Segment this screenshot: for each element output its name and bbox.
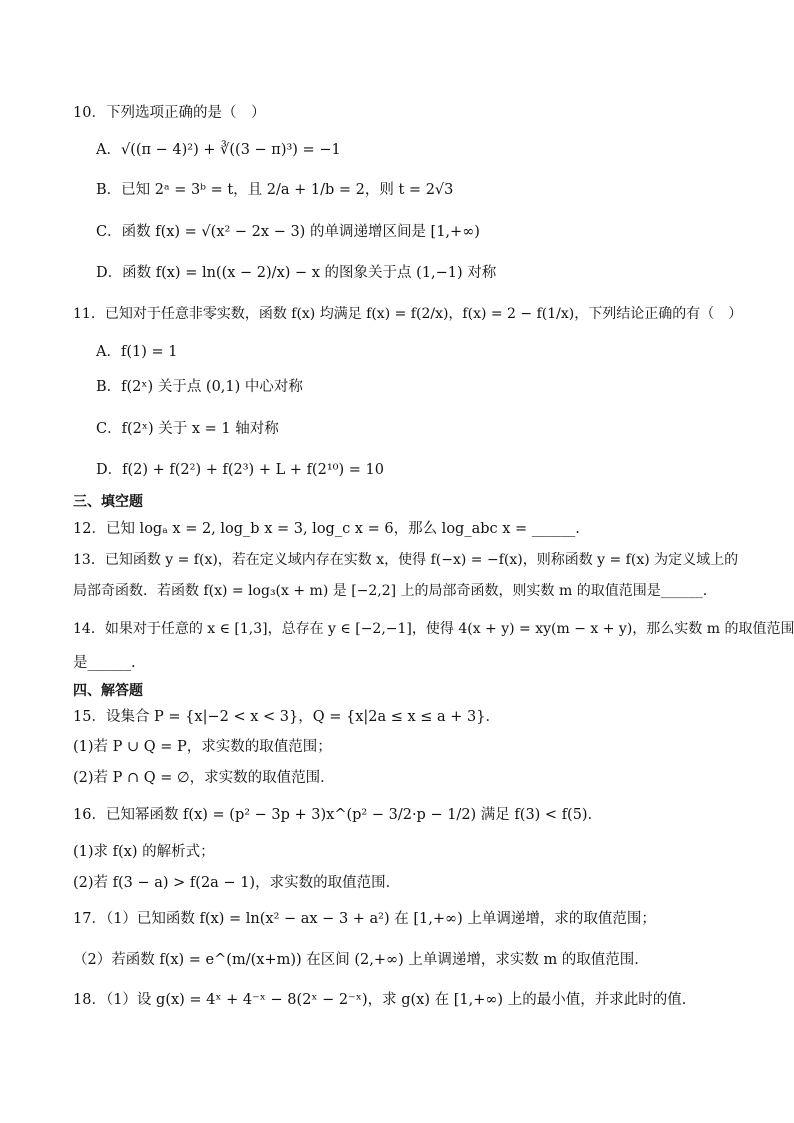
q10-option-a: A．√((π − 4)²) + ∛((3 − π)³) = −1	[96, 142, 341, 158]
q12-text: 12．已知 logₐ x = 2, log_b x = 3, log_c x = 6，那么 log_abc x = ______.	[73, 521, 580, 537]
q16-part1: (1)求 f(x) 的解析式；	[73, 844, 215, 860]
q11-option-b: B．f(2ˣ) 关于点 (0,1) 中心对称	[96, 379, 303, 395]
q16-part2: (2)若 f(3 − a) > f(2a − 1)，求实数的取值范围．	[73, 875, 401, 891]
q16-stem: 16．已知幂函数 f(x) = (p² − 3p + 3)x^(p² − 3/2·p − 1/2) 满足 f(3) < f(5)．	[73, 807, 603, 823]
q11-stem: 11．已知对于任意非零实数，函数 f(x) 均满足 f(x) = f(2/x)，f(x) = 2 − f(1/x)，下列结论正确的有（ ）	[73, 306, 743, 322]
q15-stem: 15．设集合 P = {x|−2 < x < 3}，Q = {x|2a ≤ x ≤ a + 3}．	[73, 709, 500, 725]
q18-part1: 18．（1）设 g(x) = 4ˣ + 4⁻ˣ − 8(2ˣ − 2⁻ˣ)，求 g(x) 在 [1,+∞) 上的最小值，并求此时的值.	[73, 992, 687, 1008]
q10-stem: 10．下列选项正确的是（ ）	[73, 105, 266, 121]
q15-part2: (2)若 P ∩ Q = ∅，求实数的取值范围．	[73, 770, 335, 786]
section-fill-in-heading: 三、填空题	[73, 494, 143, 510]
q17-part1: 17．（1）已知函数 f(x) = ln(x² − ax − 3 + a²) 在 [1,+∞) 上单调递增，求的取值范围；	[73, 911, 656, 927]
q11-option-a: A．f(1) = 1	[96, 344, 178, 360]
q17-part2: （2）若函数 f(x) = e^(m/(x+m)) 在区间 (2,+∞) 上单调递增，求实数 m 的取值范围.	[73, 952, 639, 968]
q10-option-b: B．已知 2ᵃ = 3ᵇ = t，且 2/a + 1/b = 2，则 t = 2√3	[96, 182, 454, 198]
q14-line2: 是______.	[73, 655, 136, 671]
q13-line1: 13．已知函数 y = f(x)，若在定义域内存在实数 x，使得 f(−x) = −f(x)，则称函数 y = f(x) 为定义域上的	[73, 552, 739, 568]
q14-line1: 14．如果对于任意的 x ∈ [1,3]，总存在 y ∈ [−2,−1]，使得 4(x + y) = xy(m − x + y)，那么实数 m 的取值范围	[73, 621, 794, 637]
q11-option-c: C．f(2ˣ) 关于 x = 1 轴对称	[96, 421, 279, 437]
q11-option-d: D．f(2) + f(2²) + f(2³) + L + f(2¹⁰) = 10	[96, 462, 384, 478]
q13-line2: 局部奇函数．若函数 f(x) = log₃(x + m) 是 [−2,2] 上的局部奇函数，则实数 m 的取值范围是______.	[73, 583, 708, 599]
q10-option-c: C．函数 f(x) = √(x² − 2x − 3) 的单调递增区间是 [1,+∞)	[96, 224, 480, 240]
q10-option-d: D．函数 f(x) = ln((x − 2)/x) − x 的图象关于点 (1,−1) 对称	[96, 265, 497, 281]
q15-part1: (1)若 P ∪ Q = P，求实数的取值范围；	[73, 739, 332, 755]
section-answer-heading: 四、解答题	[73, 683, 143, 699]
